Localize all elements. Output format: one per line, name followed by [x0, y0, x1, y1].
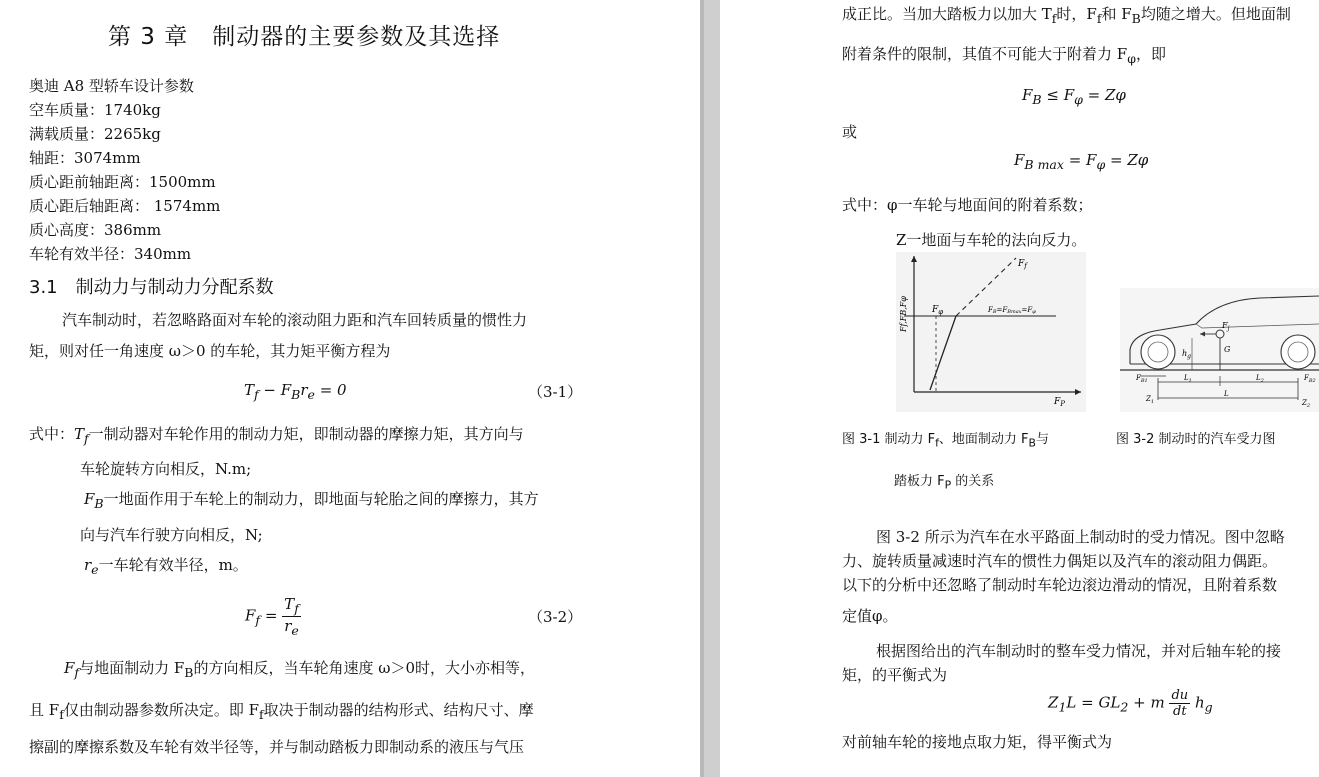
figure-3-1-caption-line2: 踏板力 $F_P$ 的关系 [894, 474, 995, 492]
fig2-fj-label: $F_j$ [1222, 321, 1230, 332]
or-text: 或 [842, 123, 858, 141]
fig2-g-label: G [1224, 345, 1231, 354]
paragraph-line: $F_f$与地面制动力 $F_B$的方向相反，当车轮角速度 ω＞0时，大小亦相等， [64, 659, 535, 680]
fig2-z2-label: $Z_2$ [1302, 399, 1311, 409]
paragraph-line: 图 3-2 所示为汽车在水平路面上制动时的受力情况。图中忽略 [876, 528, 1285, 546]
fig2-fb1-label: $F_{B1}$ [1136, 374, 1148, 384]
section-title: 3.1 制动力与制动力分配系数 [29, 277, 274, 298]
definition-tf: 式中：$T_f$一制动器对车轮作用的制动力矩，即制动器的摩擦力矩，其方向与 [29, 425, 524, 446]
definition-z: Z一地面与车轮的法向反力。 [896, 231, 1087, 249]
fig1-y-axis-label: Ff,FB,Fφ [899, 296, 908, 332]
definition-re: $r_e$一车轮有效半径，m。 [84, 556, 248, 577]
definition-line: 车轮旋转方向相反，N.m; [80, 460, 252, 478]
spec-item: 车轮有效半径：340mm [29, 245, 192, 263]
definition-line: 向与汽车行驶方向相反，N; [80, 526, 263, 544]
fig2-l2-label: $L_2$ [1256, 374, 1264, 384]
figure-3-1-caption: 图 3-1 制动力 $F_f$、地面制动力 $F_B$与 [842, 432, 1049, 450]
spec-heading: 奥迪 A8 型轿车设计参数 [29, 77, 194, 95]
fig2-fb2-label: $F_{B2}$ [1304, 374, 1316, 384]
paragraph-line: 成正比。当加大踏板力以加大 $T_f$时，$F_f$和 $F_B$均随之增大。但地面制 [842, 5, 1291, 26]
paragraph-line: 力、旋转质量减速时汽车的惯性力偶矩以及汽车的滚动阻力偶距。 [842, 552, 1278, 570]
right-page [720, 0, 1319, 777]
spec-item: 质心距后轴距离： 1574mm [29, 197, 221, 215]
paragraph-line: 矩，则对任一角速度 ω＞0 的车轮，其力矩平衡方程为 [29, 342, 391, 360]
figure-3-1-diagram [896, 252, 1086, 412]
paragraph-line: 以下的分析中还忽略了制动时车轮边滚边滑动的情况，且附着系数 [842, 576, 1278, 594]
paragraph-line: 汽车制动时，若忽略路面对车轮的滚动阻力距和汽车回转质量的惯性力 [62, 311, 528, 329]
figure-3-2-caption: 图 3-2 制动时的汽车受力图 [1116, 432, 1276, 447]
fig2-l-label: L [1224, 390, 1229, 398]
spec-item: 质心距前轴距离：1500mm [29, 173, 216, 191]
equation-3-2: $F_f$ = $\frac{T_f}{r_e}$ [245, 595, 299, 638]
equation-moment: $Z_1L = GL_2 + m$ $\frac{du}{dt}$ $h_g$ [1048, 688, 1213, 719]
figure-3-2-diagram [1120, 288, 1319, 412]
fig1-fb-line-label: FB=FBmax=Fφ [988, 306, 1036, 315]
fig2-hg-label: $h_g$ [1182, 349, 1191, 360]
spec-item: 满载质量：2265kg [29, 125, 161, 143]
chapter-title: 第 3 章 制动器的主要参数及其选择 [108, 24, 501, 50]
fig1-ff-label: $F_f$ [1018, 259, 1027, 270]
definition-phi: 式中：φ一车轮与地面间的附着系数； [842, 196, 1093, 214]
spec-item: 轴距：3074mm [29, 149, 141, 167]
equation-number: （3-2） [528, 608, 583, 626]
paragraph-line: 且 $F_f$仅由制动器参数所决定。即 $F_f$取决于制动器的结构形式、结构尺寸、摩 [29, 701, 534, 722]
fig2-z1-label: $Z_1$ [1146, 395, 1155, 405]
equation-fb-le: $F_B \le F_\varphi = Z\varphi$ [1022, 86, 1126, 107]
page-gutter [700, 0, 720, 777]
spec-item: 质心高度：386mm [29, 221, 162, 239]
paragraph-line: 附着条件的限制，其值不可能大于附着力 $F_\varphi$，即 [842, 45, 1166, 66]
equation-number: （3-1） [528, 383, 583, 401]
spec-item: 空车质量：1740kg [29, 101, 161, 119]
equation-fbmax: $F_{B max} = F_\varphi = Z\varphi$ [1014, 151, 1149, 172]
definition-fb: $F_B$一地面作用于车轮上的制动力，即地面与轮胎之间的摩擦力，其方 [84, 490, 539, 511]
fig1-fphi-label: $F_\varphi$ [932, 305, 944, 316]
paragraph-line: 对前轴车轮的接地点取力矩，得平衡式为 [842, 733, 1113, 751]
paragraph-line: 擦副的摩擦系数及车轮有效半径等，并与制动踏板力即制动系的液压与气压 [29, 738, 525, 756]
fig1-x-axis-label: $F_P$ [1054, 397, 1065, 408]
equation-3-1: $T_f - F_Br_e = 0$ [244, 381, 347, 402]
fig2-l1-label: $L_1$ [1184, 374, 1192, 384]
paragraph-line: 定值φ。 [842, 607, 898, 625]
paragraph-line: 根据图给出的汽车制动时的整车受力情况，并对后轴车轮的接 [876, 642, 1282, 660]
paragraph-line: 矩，的平衡式为 [842, 666, 948, 684]
